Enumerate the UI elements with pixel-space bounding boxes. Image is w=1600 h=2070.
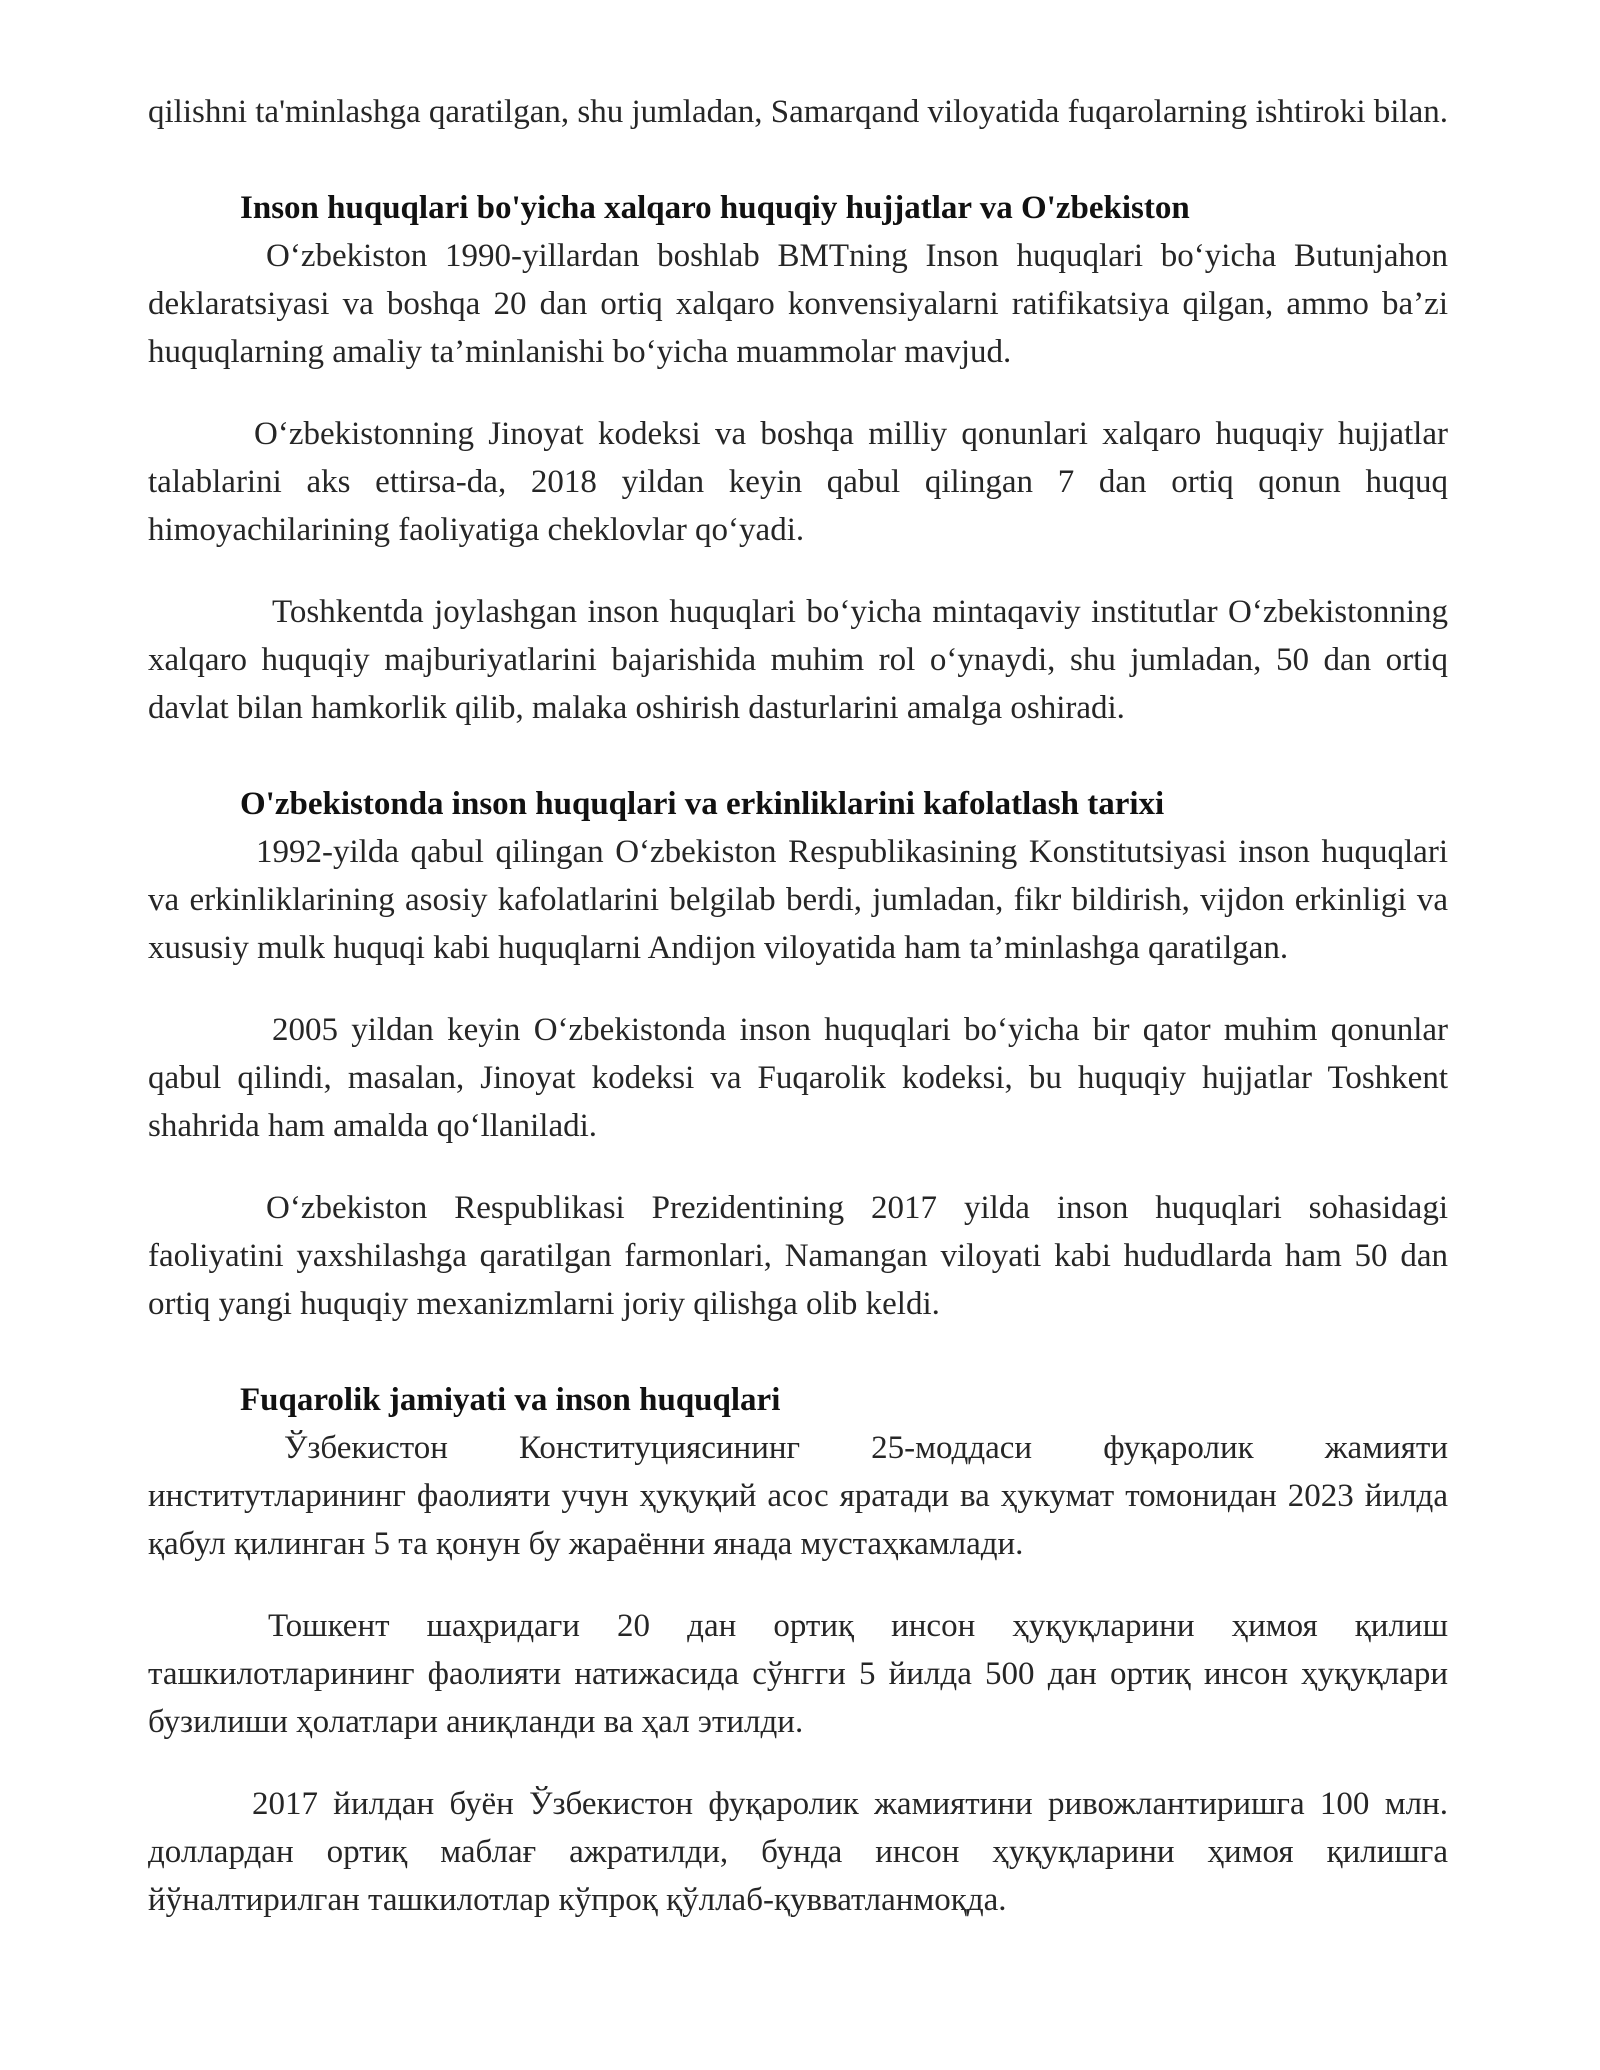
paragraph: Ўзбекистон Конституциясининг 25-моддаси фуқаролик жамияти институтларининг фаолияти учун ҳуқуқий асос яратади ва ҳукумат томонидан 2023 йилда қабул қилинган 5 та қонун бу жараённи янада мустаҳкамлади. [148, 1430, 1448, 1562]
paragraph: Toshkentda joylashgan inson huquqlari bo‘yicha mintaqaviy institutlar O‘zbekistonning xalqaro huquqiy majburiyatlarini bajarishida muhim rol o‘ynaydi, shu jumladan, 50 dan ortiq davlat bilan hamkorlik qilib, malaka oshirish dasturlarini amalga oshiradi. [148, 594, 1448, 726]
paragraph-continuation: qilishni ta'minlashga qaratilgan, shu jumladan, Samarqand viloyatida fuqarolarning ishtiroki bilan. [148, 94, 1449, 130]
paragraph: O‘zbekiston Respublikasi Prezidentining 2017 yilda inson huquqlari sohasidagi faoliyatini yaxshilashga qaratilgan farmonlari, Namangan viloyati kabi hududlarda ham 50 dan ortiq yangi huquqiy mexanizmlarni joriy qilishga olib keldi. [148, 1190, 1448, 1322]
paragraph: 2005 yildan keyin O‘zbekistonda inson huquqlari bo‘yicha bir qator muhim qonunlar qabul qilindi, masalan, Jinoyat kodeksi va Fuqarolik kodeksi, bu huquqiy hujjatlar Toshkent shahrida ham amalda qo‘llaniladi. [148, 1012, 1448, 1144]
paragraph: O‘zbekiston 1990-yillardan boshlab BMTning Inson huquqlari bo‘yicha Butunjahon deklaratsiyasi va boshqa 20 dan ortiq xalqaro konvensiyalarni ratifikatsiya qilgan, ammo ba’zi huquqlarning amaliy ta’minlanishi bo‘yicha muammolar mavjud. [148, 238, 1448, 370]
paragraph: 1992-yilda qabul qilingan O‘zbekiston Respublikasining Konstitutsiyasi inson huquqlari va erkinliklarining asosiy kafolatlarini belgilab berdi, jumladan, fikr bildirish, vijdon erkinligi va xususiy mulk huquqi kabi huquqlarni Andijon viloyatida ham ta’minlashga qaratilgan. [148, 834, 1448, 966]
section-heading-history: O'zbekistonda inson huquqlari va erkinliklarini kafolatlash tarixi [240, 786, 1165, 822]
section-heading-international-documents: Inson huquqlari bo'yicha xalqaro huquqiy hujjatlar va O'zbekiston [240, 190, 1190, 226]
paragraph: Тошкент шаҳридаги 20 дан ортиқ инсон ҳуқуқларини ҳимоя қилиш ташкилотларининг фаолияти натижасида сўнгги 5 йилда 500 дан ортиқ инсон ҳуқуқлари бузилиши ҳолатлари аниқланди ва ҳал этилди. [148, 1608, 1448, 1740]
document-page [148, 88, 1448, 1924]
paragraph: O‘zbekistonning Jinoyat kodeksi va boshqa milliy qonunlari xalqaro huquqiy hujjatlar talablarini aks ettirsa-da, 2018 yildan keyin qabul qilingan 7 dan ortiq qonun huquq himoyachilarining faoliyatiga cheklovlar qo‘yadi. [148, 416, 1448, 548]
paragraph: 2017 йилдан буён Ўзбекистон фуқаролик жамиятини ривожлантиришга 100 млн. доллардан ортиқ маблағ ажратилди, бунда инсон ҳуқуқларини ҳимоя қилишга йўналтирилган ташкилотлар кўпроқ қўллаб-қувватланмоқда. [148, 1786, 1448, 1918]
section-heading-civil-society: Fuqarolik jamiyati va inson huquqlari [240, 1382, 781, 1418]
